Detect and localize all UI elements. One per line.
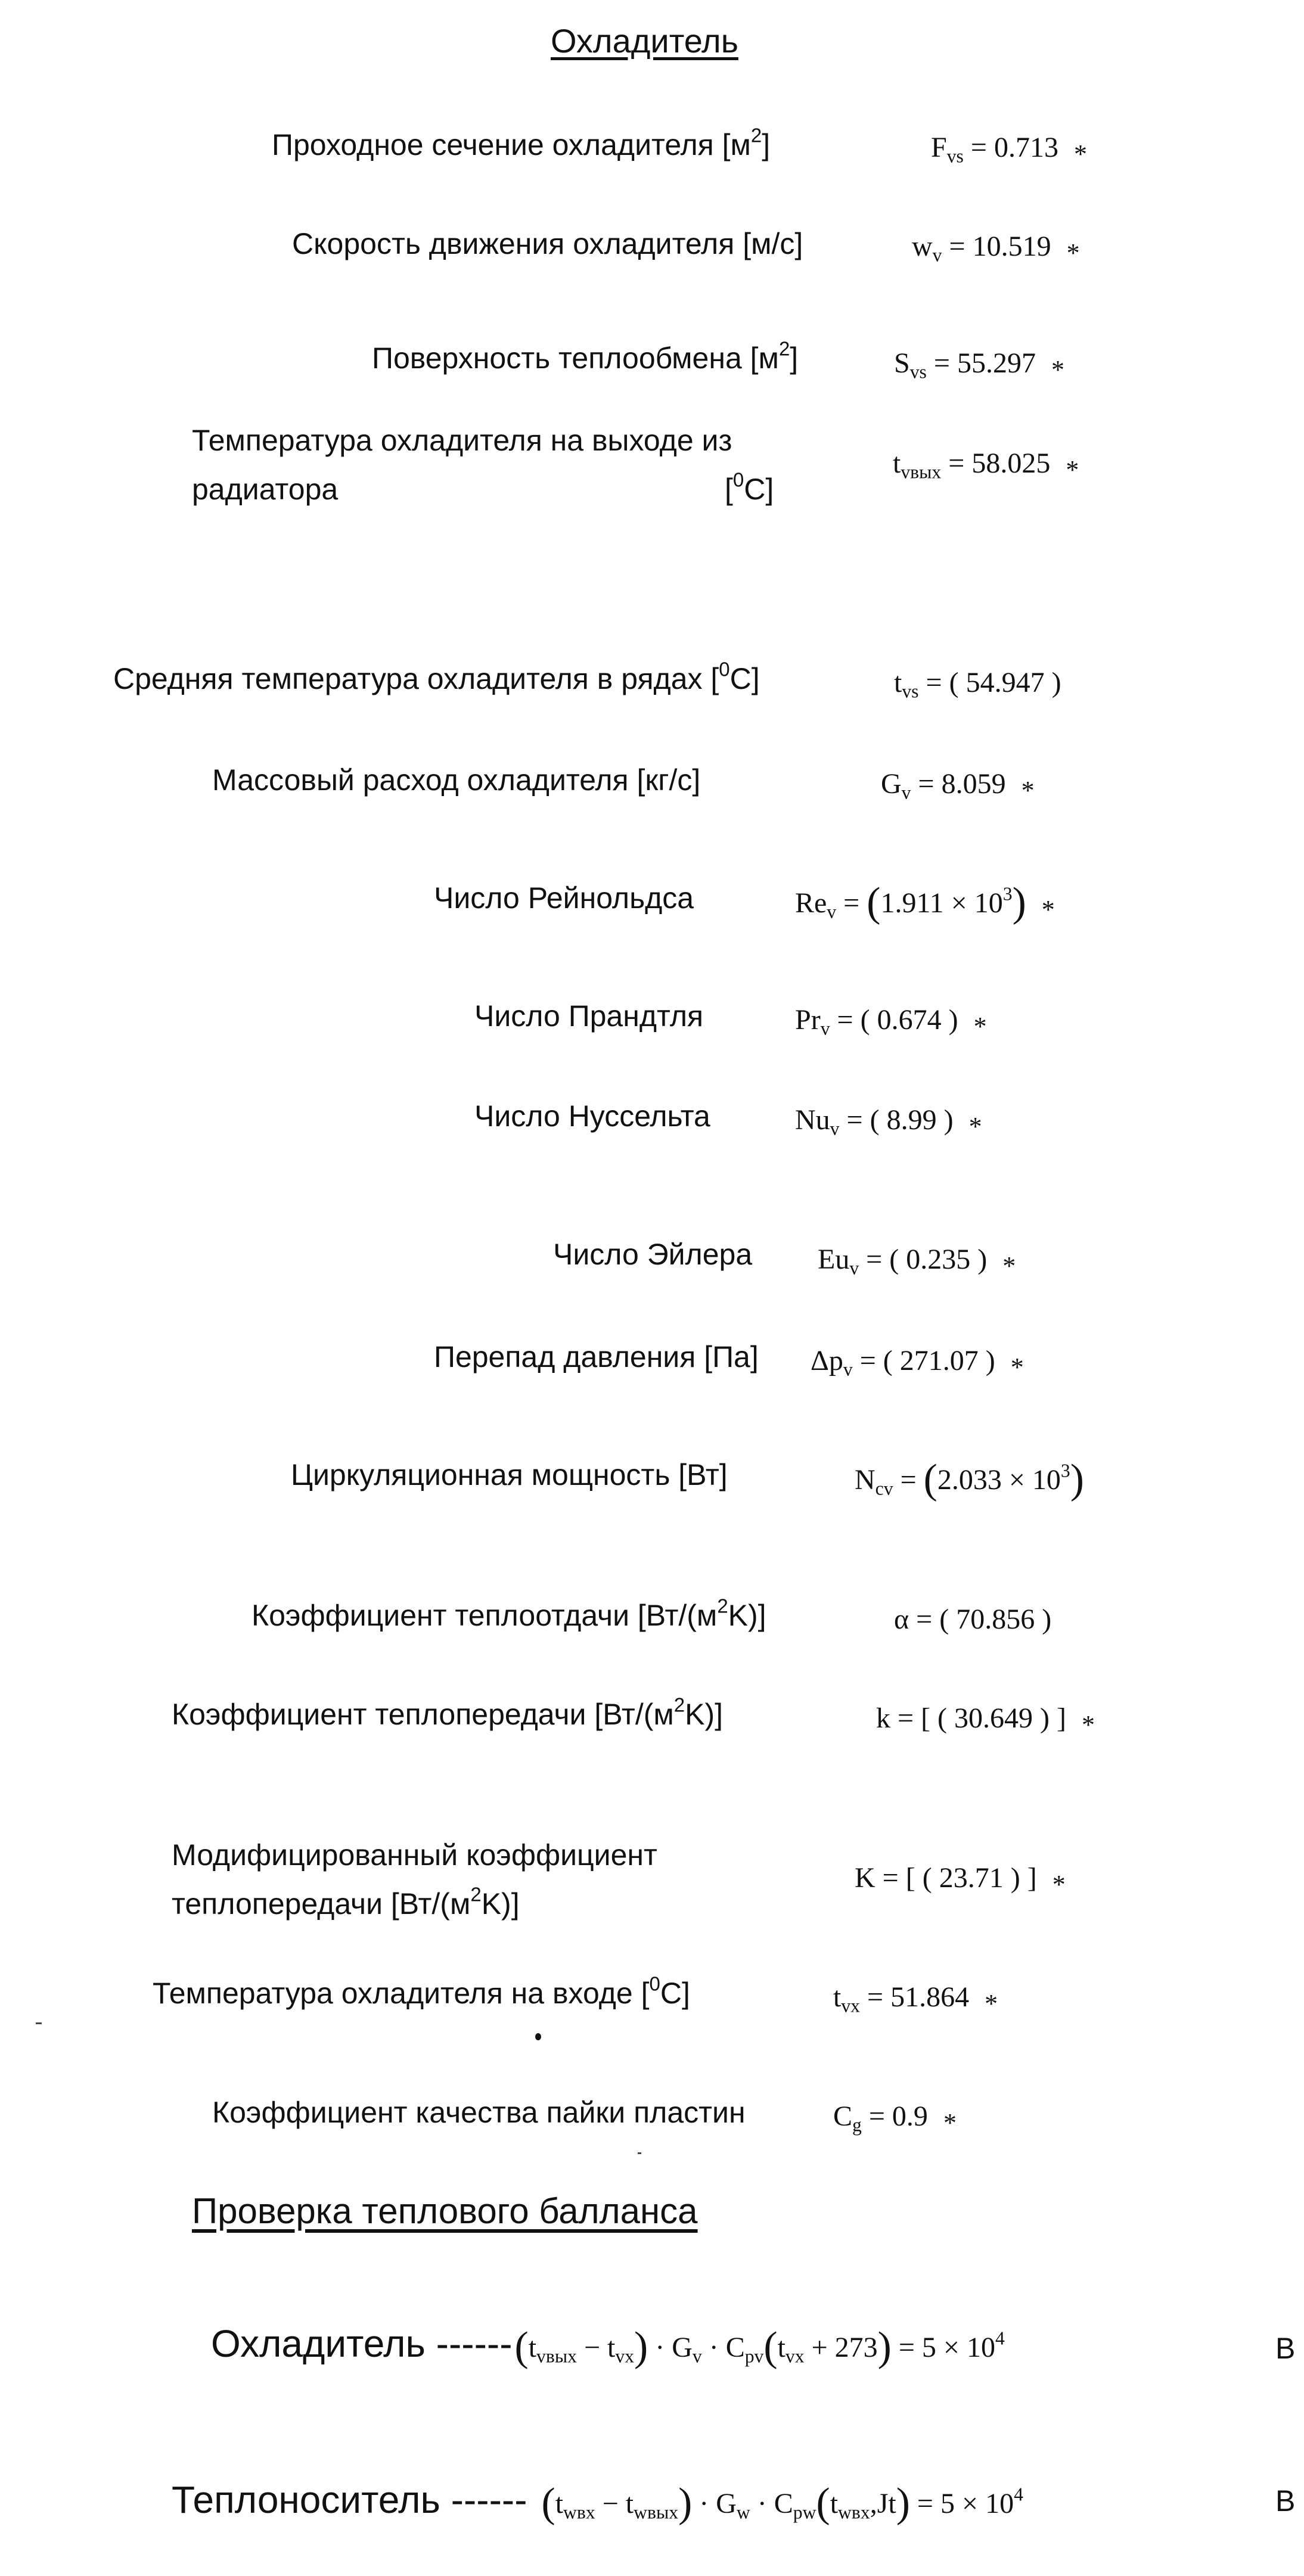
scan-tick — [36, 2022, 42, 2024]
formula-modified-coef: K = [ ( 23.71 ) ] * — [855, 1862, 1066, 1899]
marker-asterisk: * — [1073, 139, 1087, 169]
label-modified-coef-line2: теплопередачи $[Вт/(м^2K)]$ — [172, 1883, 520, 1921]
formula-pressure-drop: $\Delta p_v$ = ( 271.07 ) * — [811, 1345, 1024, 1382]
formula-heat-exchange-surface: $S_{vs} = 55.297$ * — [894, 347, 1064, 384]
marker-asterisk: * — [1021, 776, 1035, 805]
formula-inlet-temp: $t_{vx} = 51.864$ * — [833, 1981, 998, 2018]
formula-circulation-power: $N_{cv} = (2.033 \times 10^3)$ — [855, 1456, 1084, 1502]
label-outlet-temp-unit: [$^0$C] — [725, 468, 774, 506]
formula-euler: $Eu_v$ = ( 0.235 ) * — [818, 1244, 1016, 1281]
formula-overall-coef: k = [ ( 30.649 ) ] * — [876, 1702, 1095, 1739]
marker-asterisk: * — [943, 2108, 957, 2137]
label-pressure-drop: Перепад давления [Па] — [434, 1340, 759, 1374]
label-euler: Число Эйлера — [553, 1238, 753, 1271]
marker-asterisk: * — [1066, 455, 1079, 484]
label-mean-temp: Средняя температура охладителя в рядах [$^0$C] — [113, 658, 760, 695]
label-modified-coef-line1: Модифицированный коэффициент — [172, 1838, 657, 1872]
balance-heatcarrier — [172, 2474, 1023, 2526]
label-overall-coef: Коэффициент теплопередачи $[Вт/(м^2K)]$ — [172, 1693, 724, 1731]
label-nusselt: Число Нуссельта — [474, 1099, 710, 1133]
marker-asterisk: * — [985, 1989, 998, 2018]
scan-tick — [638, 2152, 641, 2154]
label-brazing-quality: Коэффициент качества пайки пластин — [212, 2096, 746, 2129]
balance-coolant-unit-fragment: B — [1275, 2332, 1296, 2365]
marker-asterisk: * — [1082, 1710, 1095, 1739]
formula-mass-flow: $G_v = 8.059$ * — [881, 768, 1035, 805]
label-heat-exchange-surface: Поверхность теплообмена $[м^2]$ — [372, 337, 799, 375]
label-flow-area: Проходное сечение охладителя $[м^2]$ — [272, 124, 771, 161]
balance-heatcarrier-formula: $(t_{wвх} - t_{wвых}) \cdot G_w \cdot C_{pw}(t_{wвх},Jt) = 5 \times 10^4$ — [541, 2480, 1023, 2526]
marker-asterisk: * — [973, 1012, 987, 1041]
label-prandtl: Число Прандтля — [474, 999, 704, 1033]
marker-asterisk: * — [1051, 355, 1064, 384]
balance-coolant-formula: $(t_{vвых} - t_{vx}) \cdot G_v \cdot C_{pv}(t_{vx} + 273) = 5 \times 10^4$ — [514, 2324, 1005, 2370]
label-outlet-temp-line2: радиатора — [192, 473, 339, 506]
label-reynolds: Число Рейнольдса — [434, 881, 694, 915]
formula-reynolds: $Re_v = (1.911 \times 10^3)$ * — [795, 880, 1055, 925]
label-heat-transfer-coef: Коэффициент теплоотдачи $[Вт/(м^2K)]$ — [252, 1595, 766, 1632]
formula-heat-transfer-coef: α = ( 70.856 ) — [894, 1604, 1052, 1635]
marker-asterisk: * — [968, 1112, 982, 1141]
formula-mean-temp: $t_{vs}$ = ( 54.947 ) — [894, 667, 1061, 702]
marker-asterisk: * — [1041, 895, 1055, 924]
scan-dot — [535, 2033, 541, 2040]
section-heading-heat-balance: Проверка теплового балланса — [192, 2191, 698, 2231]
marker-asterisk: * — [1010, 1353, 1024, 1382]
balance-heatcarrier-label: Теплоноситель ------ — [172, 2478, 527, 2521]
label-velocity: Скорость движения охладителя [м/с] — [292, 227, 803, 260]
label-mass-flow: Массовый расход охладителя [кг/с] — [212, 763, 701, 797]
marker-asterisk: * — [1002, 1251, 1016, 1281]
page-title: Охладитель — [551, 22, 738, 60]
marker-asterisk: * — [1052, 1870, 1066, 1899]
formula-brazing-quality: $C_g = 0.9$ * — [833, 2100, 957, 2137]
formula-nusselt: $Nu_v$ = ( 8.99 ) * — [795, 1104, 982, 1141]
balance-coolant — [211, 2318, 1005, 2370]
formula-outlet-temp: $t_{vвых} = 58.025$ * — [893, 448, 1079, 484]
formula-prandtl: $Pr_v$ = ( 0.674 ) * — [795, 1004, 987, 1041]
formula-flow-area: $F_{vs} = 0.713$ * — [931, 132, 1087, 169]
balance-heatcarrier-unit-fragment: B — [1275, 2484, 1296, 2518]
label-outlet-temp-line1: Температура охладителя на выходе из — [192, 424, 732, 457]
balance-coolant-label: Охладитель ------ — [211, 2322, 513, 2365]
marker-asterisk: * — [1066, 238, 1080, 268]
formula-velocity: $w_v = 10.519$ * — [912, 231, 1080, 268]
label-circulation-power: Циркуляционная мощность [Вт] — [291, 1458, 728, 1491]
label-inlet-temp: Температура охладителя на входе [$^0$C] — [153, 1972, 690, 2010]
